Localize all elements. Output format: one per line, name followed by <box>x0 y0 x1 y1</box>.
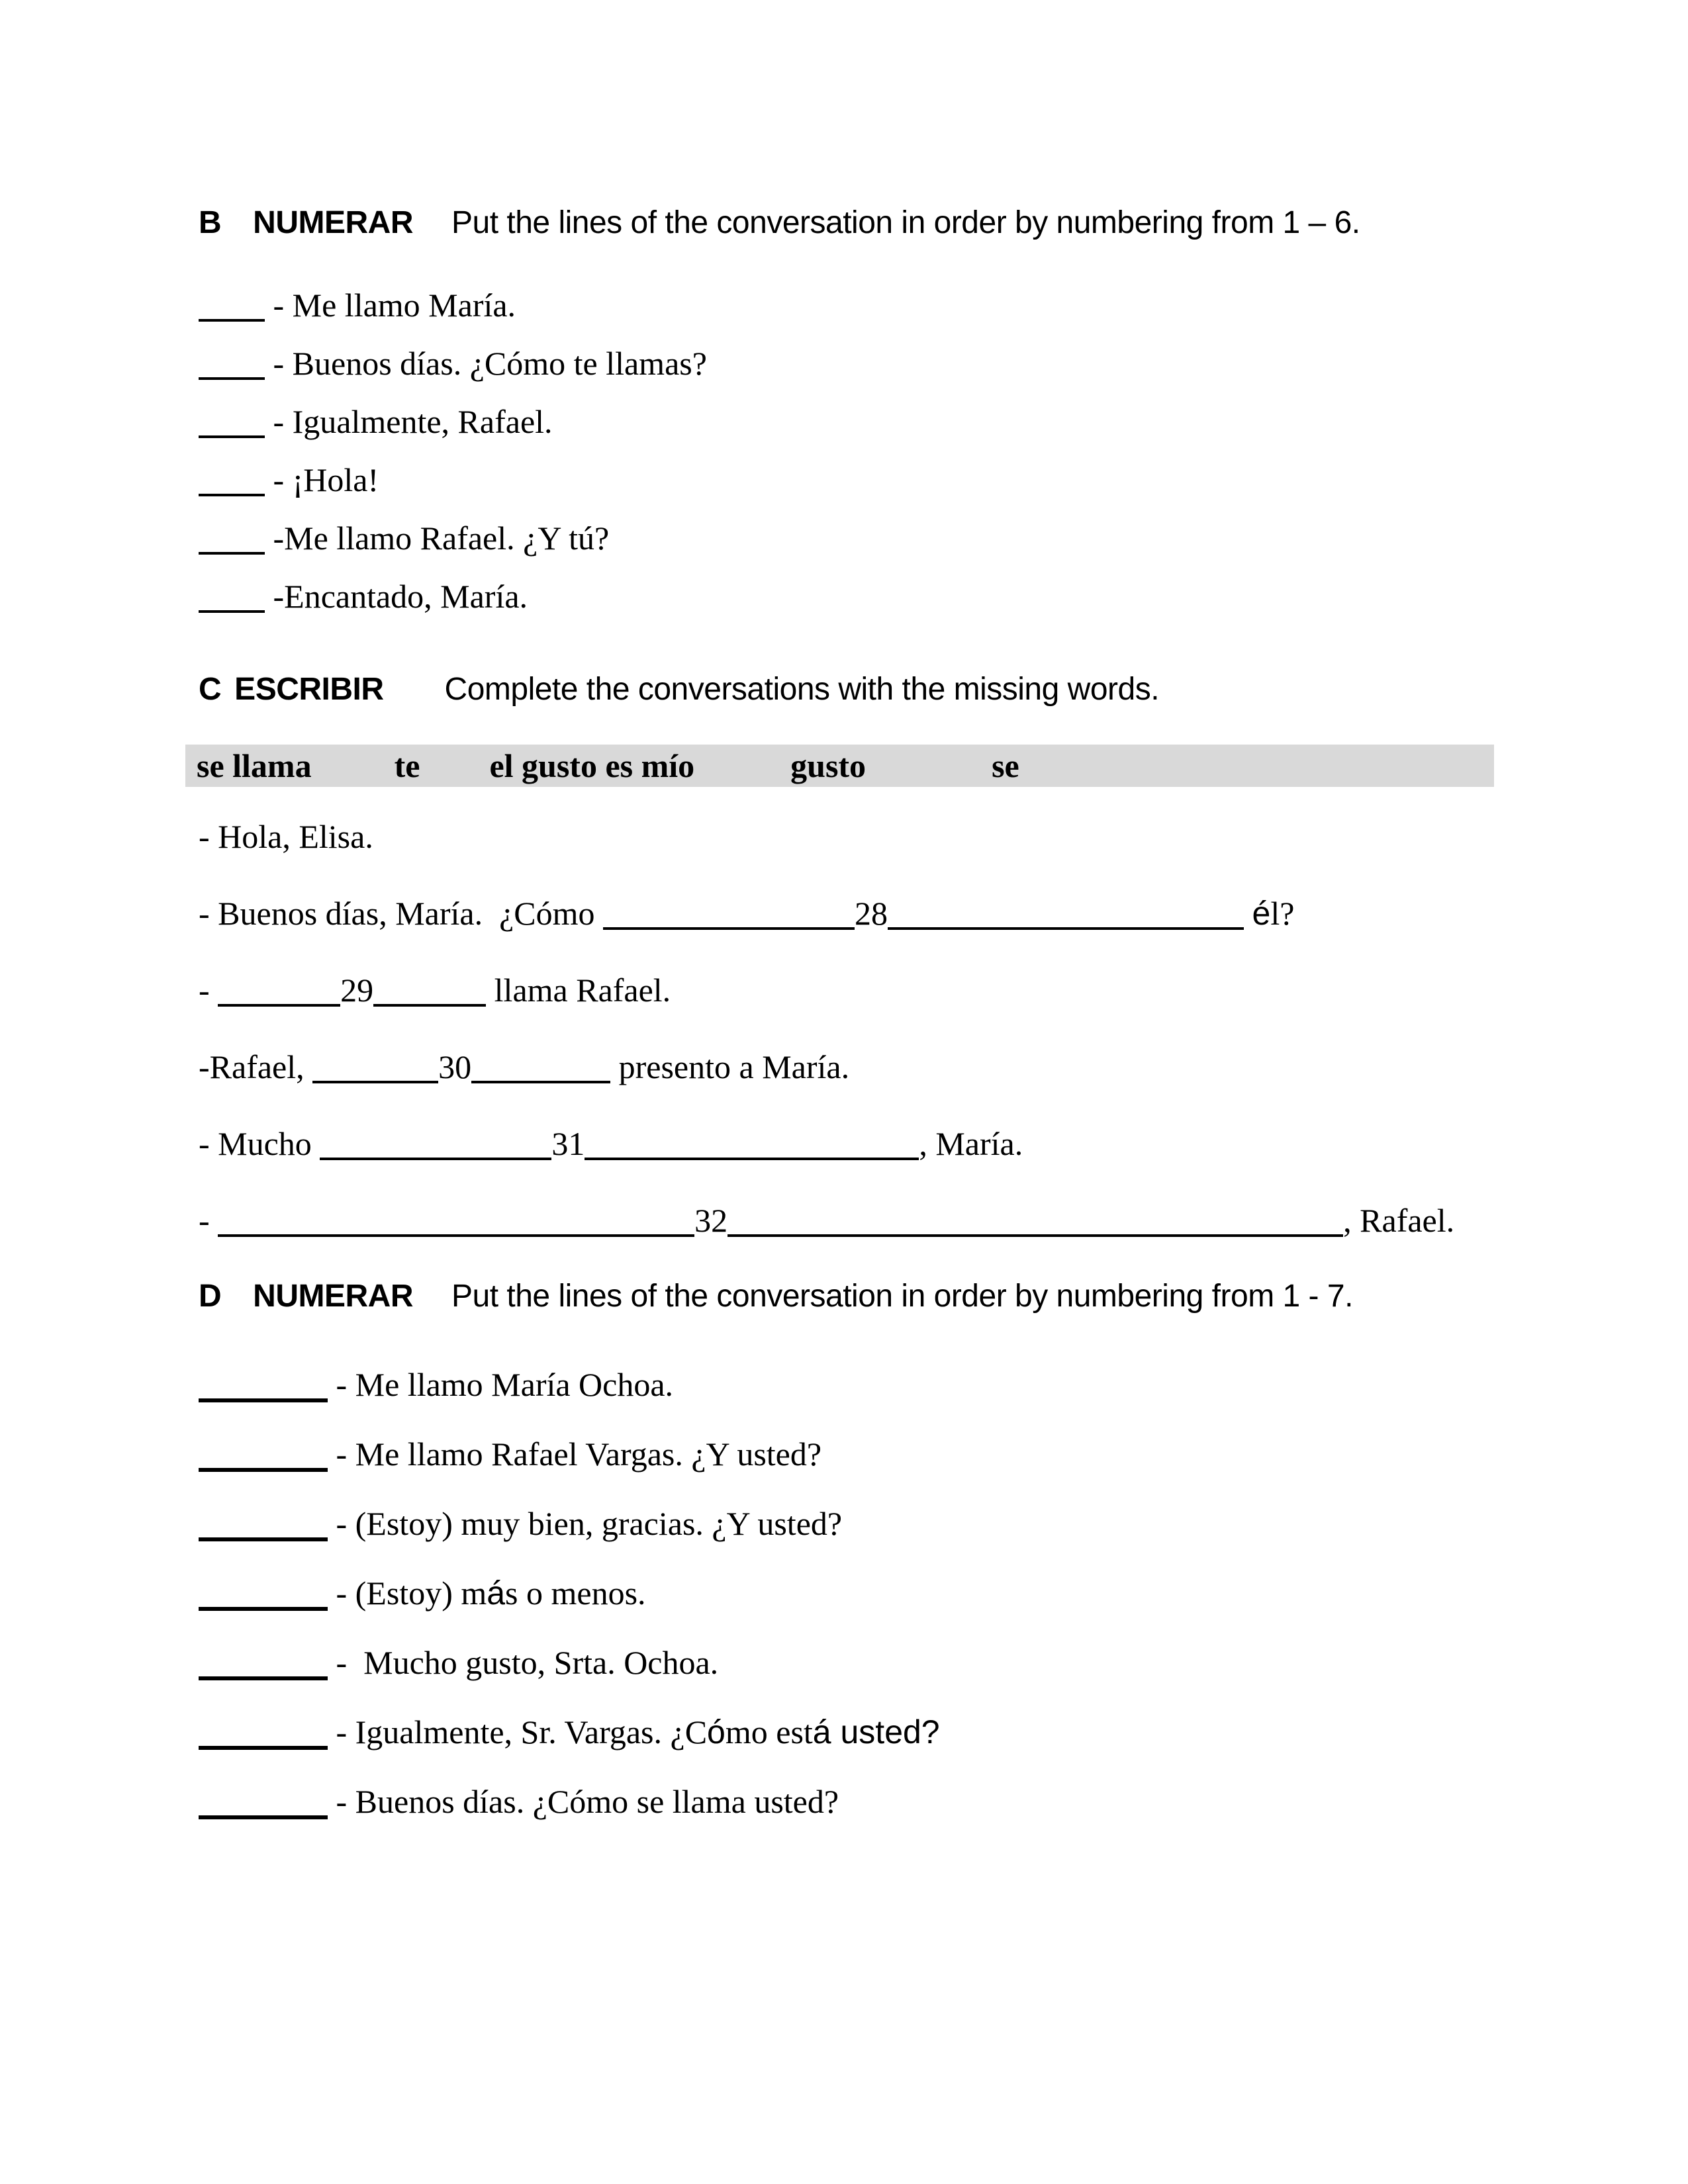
answer-blank <box>312 1081 438 1083</box>
line-text: - <box>199 972 218 1009</box>
answer-blank <box>727 1234 1343 1237</box>
worksheet-line <box>199 509 1489 567</box>
section-c-title: ESCRIBIR <box>234 672 384 707</box>
answer-blank <box>199 319 265 322</box>
line-text: , María. <box>919 1125 1023 1162</box>
line-text: - Igualmente, Sr. Vargas. ¿C <box>328 1713 708 1751</box>
section-d-title: NUMERAR <box>253 1279 413 1314</box>
line-text: -Rafael, <box>199 1048 313 1085</box>
line-text: , Rafael. <box>1343 1202 1455 1239</box>
worksheet-line <box>199 1564 1489 1633</box>
line-text: - Buenos días. ¿Cómo se llama usted? <box>328 1783 839 1820</box>
worksheet-line <box>199 276 1489 334</box>
line-text: 28 <box>855 895 888 932</box>
worksheet-line <box>199 1038 1489 1115</box>
line-text: - Me llamo María Ochoa. <box>328 1366 674 1403</box>
answer-blank <box>199 1607 328 1611</box>
answer-blank <box>888 927 1244 930</box>
worksheet-line <box>199 961 1489 1038</box>
section-c-lines <box>199 807 1489 1268</box>
line-text: ó <box>707 1713 726 1751</box>
worksheet-line <box>199 1703 1489 1772</box>
line-text: 32 <box>694 1202 728 1239</box>
line-text: l? <box>1270 895 1295 932</box>
answer-blank <box>199 552 265 555</box>
line-text: - Me llamo María. <box>265 287 516 324</box>
line-text: presento a María. <box>610 1048 850 1085</box>
line-text: - Hola, Elisa. <box>199 818 373 855</box>
line-text: á usted? <box>812 1713 940 1751</box>
answer-blank <box>199 435 265 438</box>
section-b-instruction: Put the lines of the conversation in order by numbering from 1 – 6. <box>451 205 1360 240</box>
word-bank-item: se llama <box>197 747 312 784</box>
line-text: - (Estoy) muy bien, gracias. ¿Y usted? <box>328 1505 843 1542</box>
line-text: -Encantado, María. <box>265 578 528 615</box>
worksheet-line <box>199 1425 1489 1494</box>
worksheet-line <box>199 567 1489 625</box>
word-bank <box>185 745 1494 787</box>
section-b-title: NUMERAR <box>253 205 413 240</box>
section-d-instruction: Put the lines of the conversation in order by numbering from 1 - 7. <box>451 1279 1353 1314</box>
word-bank-item: te <box>394 747 420 784</box>
section-c-letter: C <box>199 672 222 707</box>
section-c-instruction: Complete the conversations with the missing words. <box>444 672 1160 707</box>
answer-blank <box>199 1537 328 1541</box>
line-text: 31 <box>551 1125 585 1162</box>
worksheet-line <box>199 451 1489 509</box>
answer-blank <box>218 1004 340 1007</box>
section-d-lines <box>199 1355 1489 1842</box>
worksheet-line <box>199 392 1489 451</box>
answer-blank <box>199 494 265 496</box>
line-text: - <box>199 1202 218 1239</box>
answer-blank <box>320 1158 551 1160</box>
section-b-lines <box>199 276 1489 625</box>
answer-blank <box>218 1234 694 1237</box>
line-text: 30 <box>438 1048 472 1085</box>
word-bank-item: gusto <box>790 747 867 784</box>
worksheet-line <box>199 807 1489 884</box>
line-text: - Mucho <box>199 1125 320 1162</box>
worksheet-line <box>199 884 1489 961</box>
answer-blank <box>585 1158 919 1160</box>
line-text: - Igualmente, Rafael. <box>265 403 553 440</box>
section-c-header <box>199 666 1489 713</box>
answer-blank <box>199 1815 328 1819</box>
answer-blank <box>199 1676 328 1680</box>
line-text <box>1244 895 1252 932</box>
line-text: -Me llamo Rafael. ¿Y tú? <box>265 520 610 557</box>
word-bank-item: el gusto es mío <box>489 747 695 784</box>
section-b-letter: B <box>199 205 222 240</box>
line-text: - Me llamo Rafael Vargas. ¿Y usted? <box>328 1435 822 1473</box>
line-text: - (Estoy) m <box>328 1574 487 1612</box>
worksheet-line <box>199 1115 1489 1191</box>
line-text: - ¡Hola! <box>265 461 379 498</box>
section-d-letter: D <box>199 1279 222 1314</box>
line-text: - Mucho gusto, Srta. Ochoa. <box>328 1644 719 1681</box>
line-text: - Buenos días. ¿Cómo te llamas? <box>265 345 707 382</box>
answer-blank <box>373 1004 486 1007</box>
line-text: mo est <box>725 1713 813 1751</box>
line-text: á <box>487 1574 506 1612</box>
worksheet-line <box>199 1494 1489 1564</box>
line-text: llama Rafael. <box>486 972 671 1009</box>
line-text: - Buenos días, María. ¿Cómo <box>199 895 604 932</box>
section-d-header <box>199 1273 1489 1320</box>
answer-blank <box>471 1081 610 1083</box>
worksheet-line <box>199 1772 1489 1842</box>
line-text: 29 <box>340 972 374 1009</box>
worksheet-line <box>199 1191 1489 1268</box>
answer-blank <box>199 1398 328 1402</box>
worksheet-line <box>199 1355 1489 1425</box>
section-b-header <box>199 200 1489 246</box>
worksheet-line <box>199 334 1489 392</box>
answer-blank <box>199 1746 328 1750</box>
word-bank-item: se <box>992 747 1019 784</box>
answer-blank <box>199 377 265 380</box>
line-text: s o menos. <box>505 1574 646 1612</box>
worksheet-line <box>199 1633 1489 1703</box>
line-text: é <box>1252 895 1271 932</box>
answer-blank <box>199 1468 328 1472</box>
answer-blank <box>603 927 855 930</box>
answer-blank <box>199 610 265 613</box>
